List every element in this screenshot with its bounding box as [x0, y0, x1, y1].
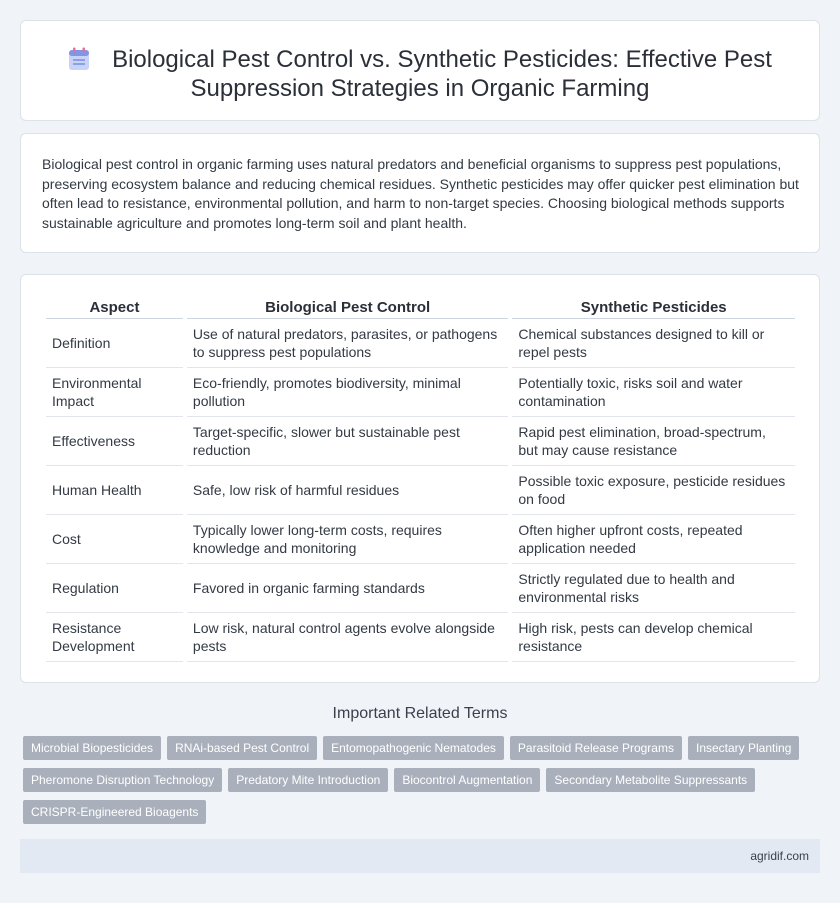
related-term-tag[interactable]: Insectary Planting	[688, 736, 799, 760]
cell-synthetic: Rapid pest elimination, broad-spectrum, but may cause resistance	[512, 417, 795, 466]
cell-aspect: Environmental Impact	[46, 368, 183, 417]
table-header-row	[46, 297, 795, 319]
comparison-table	[42, 297, 799, 662]
related-term-tag[interactable]: CRISPR-Engineered Bioagents	[23, 800, 206, 824]
related-term-tag[interactable]: Biocontrol Augmentation	[394, 768, 540, 792]
page-title-wrap	[21, 45, 819, 103]
cell-synthetic: Potentially toxic, risks soil and water contamination	[512, 368, 795, 417]
cell-biological: Safe, low risk of harmful residues	[187, 466, 508, 515]
comparison-table-card	[20, 274, 820, 683]
title-card	[20, 20, 820, 121]
cell-aspect: Regulation	[46, 564, 183, 613]
intro-card	[20, 133, 820, 253]
cell-synthetic: High risk, pests can develop chemical resistance	[512, 613, 795, 662]
table-row	[46, 515, 795, 564]
intro-paragraph: Biological pest control in organic farming uses natural predators and beneficial organisms to suppress pest populations, preserving ecosystem balance and reducing chemical residues. Synthetic pesticides may offer quicker pest elimination but often lead to resistance, environmental pollution, and harm to non-target species. Choosing biological methods supports sustainable agriculture and promotes long-term soil and plant health.	[42, 156, 799, 231]
related-term-tag[interactable]: Entomopathogenic Nematodes	[323, 736, 504, 760]
cell-aspect: Effectiveness	[46, 417, 183, 466]
cell-biological: Typically lower long-term costs, requires knowledge and monitoring	[187, 515, 508, 564]
related-terms-list	[23, 736, 813, 824]
cell-synthetic: Strictly regulated due to health and environmental risks	[512, 564, 795, 613]
table-row	[46, 564, 795, 613]
cell-biological: Eco-friendly, promotes biodiversity, minimal pollution	[187, 368, 508, 417]
footer-bar	[20, 839, 820, 873]
table-row	[46, 613, 795, 662]
related-term-tag[interactable]: Predatory Mite Introduction	[228, 768, 388, 792]
cell-aspect: Human Health	[46, 466, 183, 515]
cell-synthetic: Chemical substances designed to kill or repel pests	[512, 319, 795, 368]
cell-biological: Target-specific, slower but sustainable pest reduction	[187, 417, 508, 466]
related-terms-heading: Important Related Terms	[332, 705, 508, 722]
cell-aspect: Definition	[46, 319, 183, 368]
cell-aspect: Cost	[46, 515, 183, 564]
cell-biological: Low risk, natural control agents evolve alongside pests	[187, 613, 508, 662]
page-title: Biological Pest Control vs. Synthetic Pesticides: Effective Pest Suppression Strategies in Organic Farming	[112, 46, 772, 102]
table-row	[46, 319, 795, 368]
table-row	[46, 466, 795, 515]
table-row	[46, 417, 795, 466]
table-row	[46, 368, 795, 417]
cell-synthetic: Often higher upfront costs, repeated application needed	[512, 515, 795, 564]
related-term-tag[interactable]: Secondary Metabolite Suppressants	[546, 768, 755, 792]
related-term-tag[interactable]: RNAi-based Pest Control	[167, 736, 317, 760]
header-synthetic: Synthetic Pesticides	[512, 297, 795, 319]
related-term-tag[interactable]: Microbial Biopesticides	[23, 736, 161, 760]
cell-biological: Favored in organic farming standards	[187, 564, 508, 613]
related-term-tag[interactable]: Pheromone Disruption Technology	[23, 768, 222, 792]
footer-site-link[interactable]: agridif.com	[750, 849, 809, 863]
cell-biological: Use of natural predators, parasites, or pathogens to suppress pest populations	[187, 319, 508, 368]
header-aspect: Aspect	[46, 297, 183, 319]
cell-synthetic: Possible toxic exposure, pesticide residues on food	[512, 466, 795, 515]
related-term-tag[interactable]: Parasitoid Release Programs	[510, 736, 682, 760]
header-biological: Biological Pest Control	[187, 297, 508, 319]
document-list-icon	[68, 47, 90, 71]
cell-aspect: Resistance Development	[46, 613, 183, 662]
